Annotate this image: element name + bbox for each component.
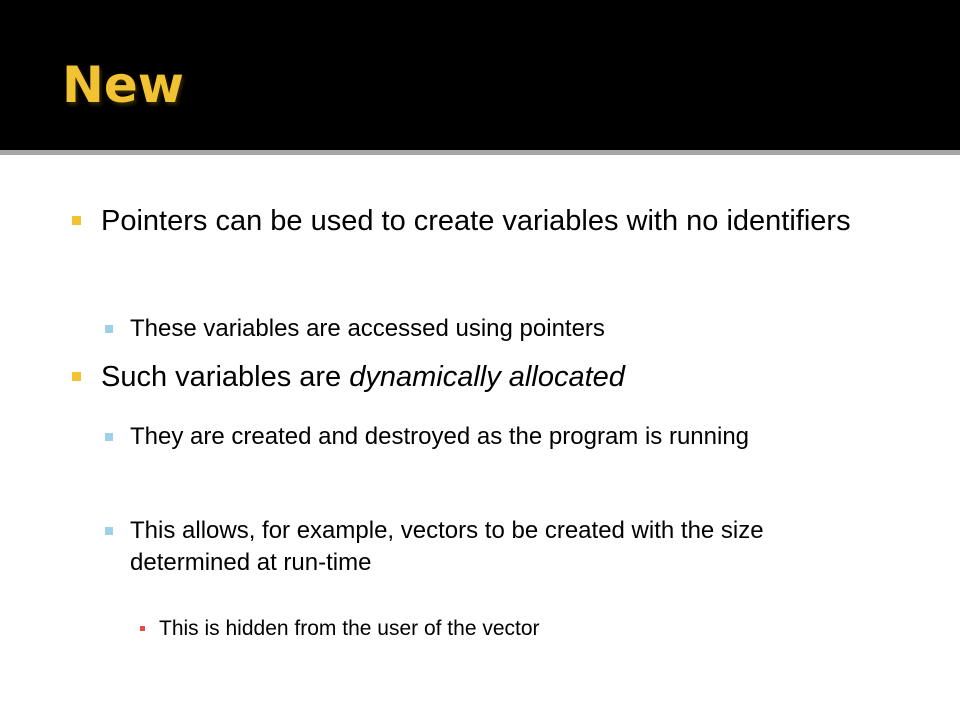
bullet-item-level-1 [72, 358, 862, 396]
bullet-text-emphasis: dynamically allocated [349, 361, 625, 393]
square-bullet-icon [105, 527, 113, 535]
square-bullet-icon [105, 433, 113, 441]
square-bullet-icon [105, 325, 113, 333]
square-bullet-icon [72, 216, 81, 225]
bullet-text: Pointers can be used to create variables with no identifiers [101, 205, 851, 237]
bullet-item-level-1 [72, 202, 862, 240]
bullet-item-level-2 [105, 421, 865, 453]
bullet-text-prefix: Such variables are [101, 361, 350, 393]
bullet-text: They are created and destroyed as the program is running [130, 423, 750, 450]
bullet-text [101, 358, 862, 396]
slide-content [0, 155, 960, 720]
title-bar [0, 0, 960, 150]
bullet-item-level-2 [105, 313, 865, 345]
square-bullet-icon [140, 626, 145, 631]
square-bullet-icon [72, 372, 81, 381]
bullet-item-level-2 [105, 515, 865, 579]
bullet-text: These variables are accessed using pointers [130, 315, 605, 342]
slide-title: New [62, 56, 184, 114]
bullet-text: This allows, for example, vectors to be created with the size determined at run-time [130, 517, 764, 576]
bullet-item-level-3 [138, 615, 858, 643]
bullet-text: This is hidden from the user of the vector [159, 617, 540, 640]
